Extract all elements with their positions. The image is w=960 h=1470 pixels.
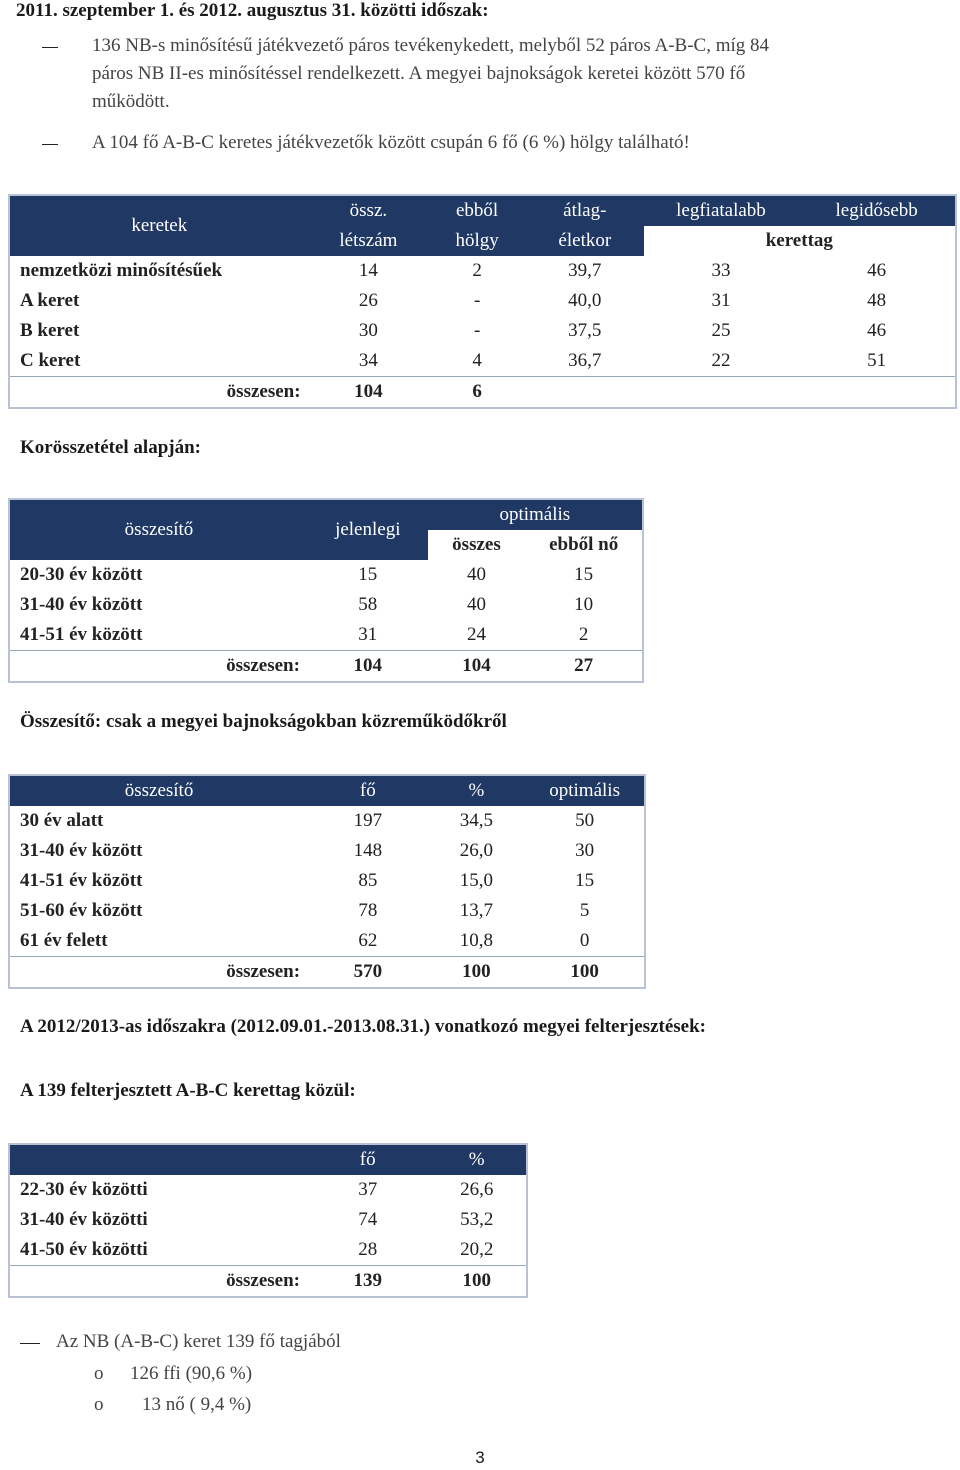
table-header-row [9,775,645,806]
header-keretek: keretek [131,215,188,236]
cell-ossz: 34 [358,350,378,371]
empty-cell [644,377,799,409]
header-empty [9,1144,308,1175]
table-total-row [9,377,956,409]
total-pct: 100 [428,957,526,989]
total-optimalis: 100 [525,957,645,989]
header-ebbol-no: ebből nő [525,530,643,560]
dash-bullet [20,1343,40,1344]
abc-nominees-heading: A 139 felterjesztett A-B-C kerettag közül: [20,1080,356,1101]
table-row [9,866,645,896]
age-composition-table [8,498,644,683]
cell-legfiatalabb: 22 [711,350,731,371]
table-row [9,256,956,286]
sub-bullet-marker: o [94,1363,104,1384]
cell-holgy: - [473,320,481,341]
header-optimalis: optimális [499,504,571,525]
row-label: nemzetközi minősítésűek [20,260,223,281]
cell-pct: 34,5 [459,810,494,831]
county-summary-heading: Összesítő: csak a megyei bajnokságokban közreműködőkről [20,711,507,732]
period-heading: 2011. szeptember 1. és 2012. augusztus 31. közötti időszak: [16,0,489,21]
row-label: 41-50 év közötti [20,1239,148,1260]
cell-legfiatalabb: 31 [711,290,731,311]
header-ossz: össz. [349,200,388,221]
header-osszes: összes [428,530,526,560]
header-fo: fő [359,1149,376,1170]
table-header-row [9,499,643,530]
cell-holgy: - [473,290,481,311]
header-legidosebb: legidősebb [835,200,918,221]
cell-optimalis: 50 [575,810,595,831]
cell-optimalis: 5 [579,900,590,921]
intro-bullet-1-line-1: 136 NB-s minősítésű játékvezető páros tevékenykedett, melyből 52 páros A-B-C, míg 84 [92,35,770,56]
row-label: B keret [20,320,80,341]
cell-atlag: 36,7 [568,350,602,371]
sub-bullet-marker: o [94,1394,104,1415]
header-letszam: létszám [339,230,398,251]
cell-optimalis: 0 [579,930,590,951]
cell-fo: 148 [353,840,383,861]
dash-bullet [42,47,58,48]
county-summary-table [8,774,646,989]
table-row [9,316,956,346]
cell-pct: 20,2 [460,1239,494,1260]
header-pct: % [468,780,485,801]
row-label: 51-60 év között [20,900,143,921]
table-row [9,1175,527,1205]
header-holgy: hölgy [455,230,499,251]
cell-fo: 37 [358,1179,378,1200]
header-atlag: átlag- [563,200,607,221]
row-label: 61 év felett [20,930,108,951]
total-ebbol-no: 27 [525,651,643,683]
cell-jelenlegi: 58 [358,594,378,615]
keretek-table [8,194,957,409]
cell-ossz: 14 [358,260,378,281]
cell-osszes: 40 [466,564,486,585]
table-row [9,1205,527,1235]
cell-ebbol-no: 15 [574,564,594,585]
cell-legidosebb: 51 [867,350,887,371]
cell-fo: 28 [358,1239,378,1260]
cell-jelenlegi: 15 [358,564,378,585]
cell-fo: 85 [358,870,378,891]
cell-holgy: 4 [472,350,482,371]
row-label: C keret [20,350,81,371]
table-row [9,896,645,926]
table-row [9,926,645,957]
cell-fo: 78 [358,900,378,921]
header-osszesito: összesítő [124,519,194,540]
cell-legidosebb: 46 [867,260,887,281]
cell-legidosebb: 46 [867,320,887,341]
cell-atlag: 37,5 [568,320,602,341]
table-header-row [9,195,956,226]
cell-osszes: 40 [466,594,486,615]
table-row [9,560,643,590]
row-label: A keret [20,290,80,311]
header-legfiatalabb: legfiatalabb [676,200,766,221]
cell-ebbol-no: 2 [578,624,589,645]
row-label: 20-30 év között [20,564,143,585]
table-total-row [9,957,645,989]
row-label: 31-40 év között [20,840,143,861]
cell-pct: 13,7 [459,900,494,921]
table-row [9,590,643,620]
cell-legidosebb: 48 [867,290,887,311]
cell-optimalis: 15 [575,870,595,891]
cell-pct: 10,8 [459,930,494,951]
total-pct: 100 [427,1266,527,1298]
intro-bullet-2: A 104 fő A-B-C keretes játékvezetők között csupán 6 fő (6 %) hölgy található! [92,132,690,153]
cell-atlag: 40,0 [568,290,602,311]
cell-pct: 53,2 [460,1209,494,1230]
empty-cell [526,377,644,409]
cell-ossz: 30 [358,320,378,341]
cell-fo: 74 [358,1209,378,1230]
intro-bullet-1 [92,32,769,116]
table-row [9,1235,527,1266]
header-pct: % [468,1149,485,1170]
row-label: 41-51 év között [20,870,143,891]
total-label: összesen: [9,377,309,409]
header-eletkor: életkor [558,230,612,251]
table-total-row [9,1266,527,1298]
table-row [9,806,645,836]
cell-pct: 26,6 [460,1179,494,1200]
total-ossz: 104 [309,377,429,409]
total-fo: 139 [308,1266,427,1298]
cell-atlag: 39,7 [568,260,602,281]
total-jelenlegi: 104 [308,651,428,683]
cell-pct: 15,0 [459,870,494,891]
page-number: 3 [475,1448,485,1467]
row-label: 31-40 év között [20,594,143,615]
cell-legfiatalabb: 25 [711,320,731,341]
header-optimalis: optimális [549,780,620,801]
header-ebbol: ebből [456,200,499,221]
abc-nominees-table [8,1143,528,1298]
outro-sub-2: 13 nő ( 9,4 %) [142,1394,252,1415]
table-row [9,620,643,651]
cell-pct: 26,0 [459,840,494,861]
cell-fo: 62 [358,930,378,951]
header-osszesito: összesítő [124,780,194,801]
outro-bullet: Az NB (A-B-C) keret 139 fő tagjából [56,1331,341,1352]
row-label: 41-51 év között [20,624,143,645]
row-label: 31-40 év közötti [20,1209,148,1230]
total-fo: 570 [308,957,428,989]
cell-osszes: 24 [466,624,486,645]
outro-sub-1: 126 ffi (90,6 %) [130,1363,253,1384]
row-label: 22-30 év közötti [20,1179,148,1200]
cell-jelenlegi: 31 [358,624,378,645]
cell-holgy: 2 [472,260,482,281]
header-fo: fő [359,780,376,801]
intro-bullet-1-line-2: páros NB II-es minősítéssel rendelkezett. A megyei bajnokságok keretei között 570 fő [92,63,746,84]
table-row [9,346,956,377]
table-row [9,836,645,866]
age-composition-heading: Korösszetétel alapján: [20,437,201,458]
table-row [9,286,956,316]
cell-ebbol-no: 10 [574,594,594,615]
cell-ossz: 26 [358,290,378,311]
table-total-row [9,651,643,683]
empty-cell [798,377,956,409]
dash-bullet [42,144,58,145]
intro-bullet-1-line-3: működött. [92,91,170,112]
header-jelenlegi: jelenlegi [335,519,401,540]
nomination-period-heading: A 2012/2013-as időszakra (2012.09.01.-2013.08.31.) vonatkozó megyei felterjesztések: [20,1016,706,1037]
total-osszes: 104 [428,651,526,683]
row-label: 30 év alatt [20,810,104,831]
total-label: összesen: [9,957,308,989]
total-label: összesen: [9,651,308,683]
total-label: összesen: [9,1266,308,1298]
cell-optimalis: 30 [575,840,595,861]
cell-fo: 197 [353,810,383,831]
cell-legfiatalabb: 33 [711,260,731,281]
total-holgy: 6 [428,377,526,409]
header-kerettag: kerettag [644,226,956,256]
table-header-row [9,1144,527,1175]
